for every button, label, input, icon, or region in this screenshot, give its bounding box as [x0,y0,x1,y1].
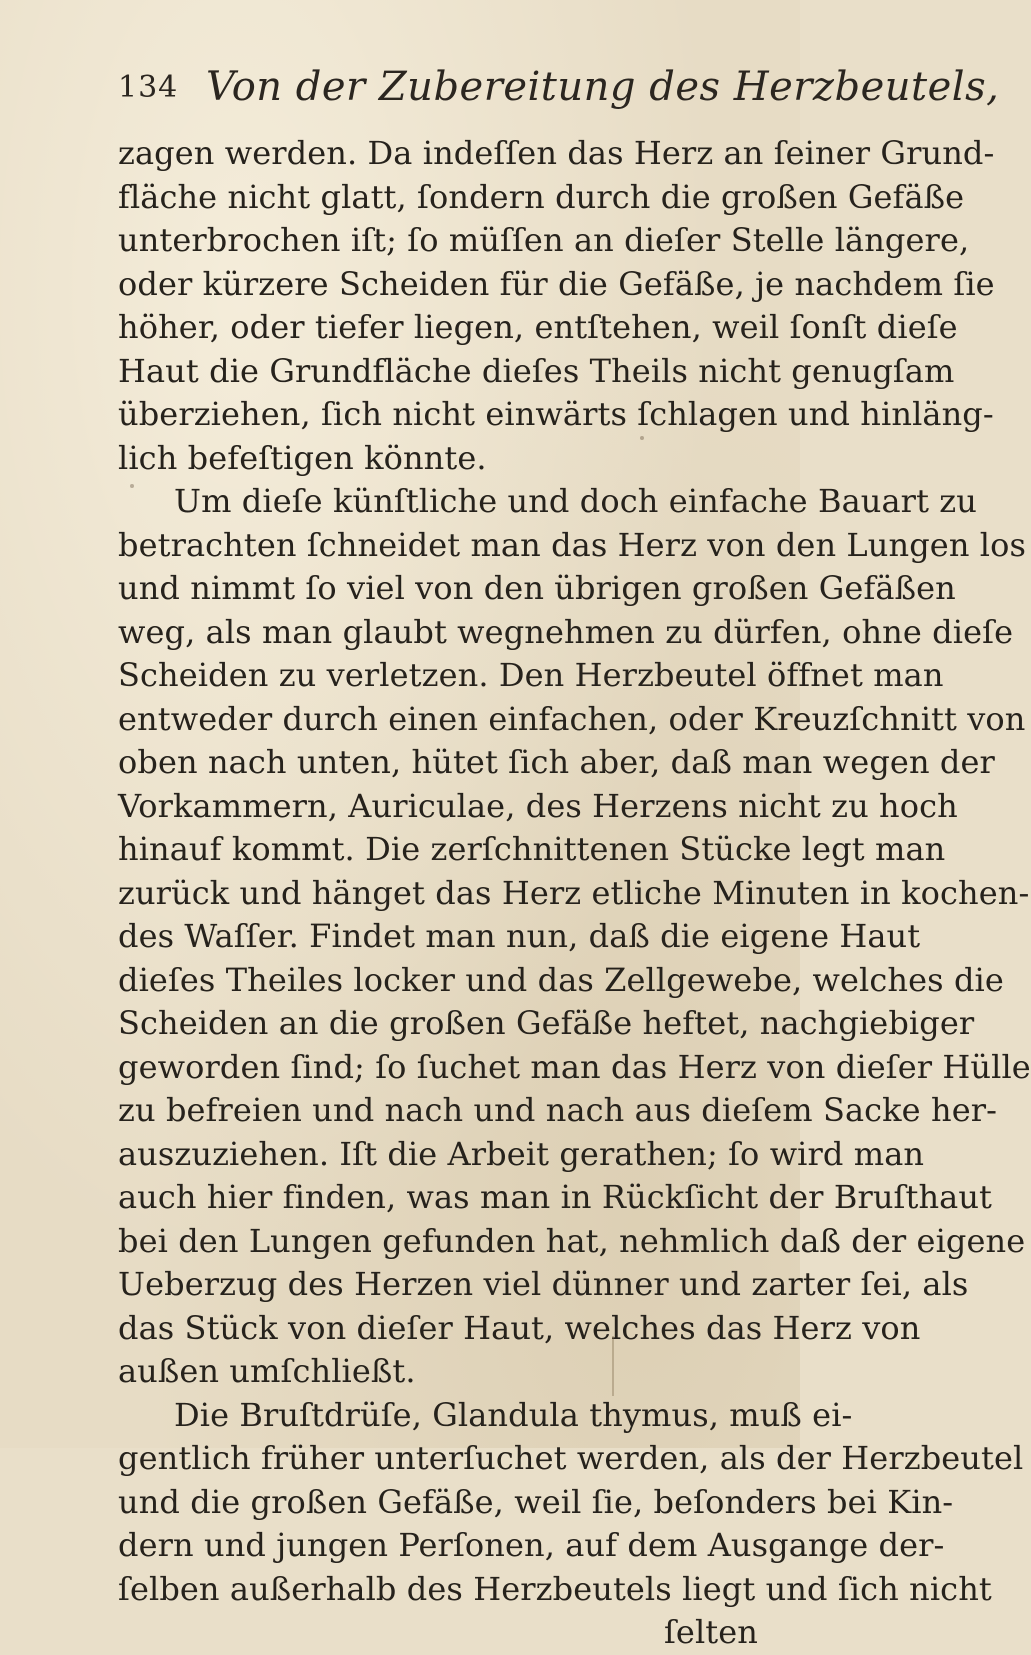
text-line: zagen werden. Da indeſſen das Herz an ſeiner Grund- [118,134,995,172]
text-line: ſelben außerhalb des Herzbeutels liegt und ſich nicht [118,1569,992,1608]
text-line: lich befeſtigen könnte. [118,438,487,477]
running-head: Von der Zubereitung des Herzbeutels, [206,64,1000,110]
text-line: zurück und hänget das Herz etliche Minuten in kochen- [118,873,1030,912]
text-line: fläche nicht glatt, ſondern durch die großen Gefäße [118,177,965,216]
text-line: geworden ſind; ſo ſuchet man das Herz von dieſer Hülle [118,1047,1031,1086]
text-line: dern und jungen Perſonen, auf dem Ausgange der- [118,1526,945,1564]
paper-spot [640,436,644,440]
text-line: und nimmt ſo viel von den übrigen großen Gefäßen [118,569,956,607]
page-header [118,62,1000,112]
paper-spot [130,484,134,488]
paragraph-start-line: Die Bruſtdrüſe, Glandula thymus, muß ei- [174,1395,853,1434]
paper-crease [612,1336,614,1396]
text-line: entweder durch einen einfachen, oder Kreuzſchnitt von [118,699,1026,738]
text-line: höher, oder tiefer liegen, entſtehen, weil ſonſt dieſe [118,308,958,346]
text-line: außen umſchließt. [118,1352,416,1390]
text-line: dieſes Theiles locker und das Zellgewebe, welches die [118,960,1004,999]
text-line: betrachten ſchneidet man das Herz von den Lungen los [118,525,1027,564]
text-line: Ueberzug des Herzen viel dünner und zarter ſei, als [118,1265,969,1303]
body-text [118,132,1031,1655]
text-line: unterbrochen iſt; ſo müſſen an dieſer Stelle längere, [118,221,970,259]
text-line: und die großen Gefäße, weil ſie, beſonders bei Kin- [118,1482,954,1521]
text-line: Scheiden an die großen Gefäße heftet, nachgiebiger [118,1004,975,1042]
catchword: ſelten [663,1613,758,1651]
text-line: überziehen, ſich nicht einwärts ſchlagen und hinläng- [118,395,994,433]
text-line: auszuziehen. Iſt die Arbeit gerathen; ſo wird man [118,1134,925,1173]
text-line: Haut die Grundfläche dieſes Theils nicht genugſam [118,351,955,390]
text-line: Vorkammern, Auriculae, des Herzens nicht zu hoch [118,786,958,825]
text-line: bei den Lungen gefunden hat, nehmlich daß der eigene [118,1221,1026,1260]
text-line: gentlich früher unterſuchet werden, als der Herzbeutel [118,1439,1024,1477]
text-line: das Stück von dieſer Haut, welches das Herz von [118,1308,921,1347]
page-number: 134 [118,70,179,105]
text-line: oder kürzere Scheiden für die Gefäße, je nachdem ſie [118,264,995,303]
text-line: zu befreien und nach und nach aus dieſem Sacke her- [118,1091,998,1129]
text-line: oben nach unten, hütet ſich aber, daß man wegen der [118,743,995,781]
text-line: auch hier finden, was man in Rückſicht der Bruſthaut [118,1178,993,1216]
paragraph-start-line: Um dieſe künſtliche und doch einfache Bauart zu [174,482,977,520]
text-line: weg, als man glaubt wegnehmen zu dürfen, ohne dieſe [118,612,1014,651]
text-line: hinauf kommt. Die zerſchnittenen Stücke legt man [118,830,946,868]
text-line: Scheiden zu verletzen. Den Herzbeutel öffnet man [118,656,944,694]
text-line: des Waſſer. Findet man nun, daß die eigene Haut [118,917,921,955]
